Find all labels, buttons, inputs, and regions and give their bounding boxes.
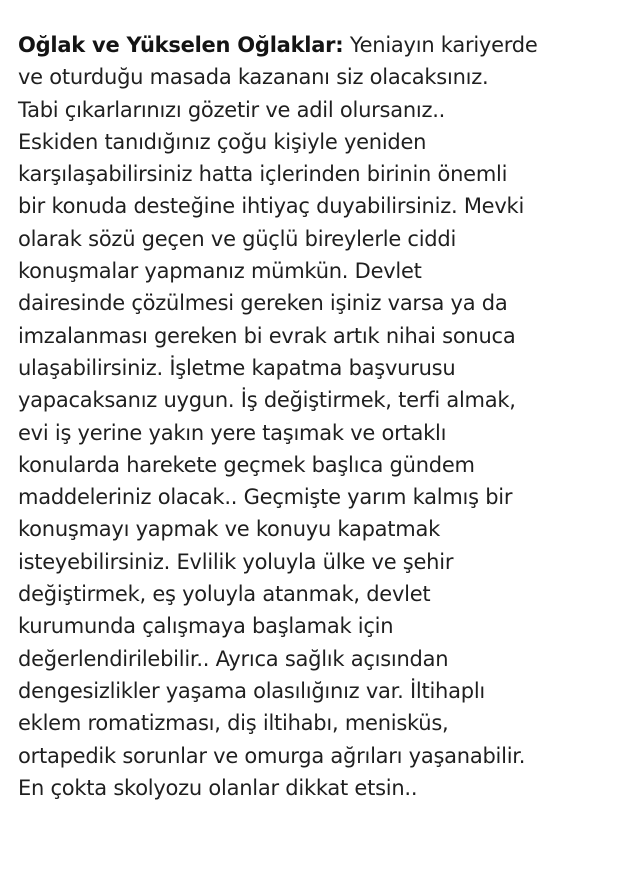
text-line: değiştirmek, eş yoluyla atanmak, devlet xyxy=(18,582,431,607)
text-line: konularda harekete geçmek başlıca gündem xyxy=(18,452,475,477)
text-line: ulaşabilirsiniz. İşletme kapatma başvurusu xyxy=(18,355,456,380)
text-line: konuşmayı yapmak ve konuyu kapatmak xyxy=(18,517,441,542)
text-line: dengesizlikler yaşama olasılığınız var. İltihaplı xyxy=(18,678,485,703)
text-line: ortapedik sorunlar ve omurga ağrıları yaşanabilir. xyxy=(18,743,526,768)
text-line-1-rest: Yeniayın kariyerde xyxy=(343,33,538,57)
text-line: eklem romatizması, diş iltihabı, menisküs, xyxy=(18,711,449,736)
text-line: isteyebilirsiniz. Evlilik yoluyla ülke ve şehir xyxy=(18,549,454,574)
text-line: imzalanması gereken bi evrak artık nihai sonuca xyxy=(18,323,516,348)
text-line: değerlendirilebilir.. Ayrıca sağlık açısından xyxy=(18,646,449,671)
text-line: yapacaksanız uygun. İş değiştirmek, terfi almak, xyxy=(18,388,516,413)
text-line: Tabi çıkarlarınızı gözetir ve adil olursanız.. xyxy=(18,97,446,122)
text-line: Eskiden tanıdığınız çoğu kişiyle yeniden xyxy=(18,129,427,154)
text-line: kurumunda çalışmaya başlamak için xyxy=(18,614,394,639)
text-line: En çokta skolyozu olanlar dikkat etsin.. xyxy=(18,775,418,800)
text-line: olarak sözü geçen ve güçlü bireylerle ciddi xyxy=(18,226,457,251)
text-line: evi iş yerine yakın yere taşımak ve ortaklı xyxy=(18,420,447,445)
post-heading: Oğlak ve Yükselen Oğlaklar: xyxy=(18,33,344,57)
text-line: ve oturduğu masada kazananı siz olacaksınız. xyxy=(18,65,489,90)
text-line: karşılaşabilirsiniz hatta içlerinden birinin önemli xyxy=(18,162,508,187)
text-line: maddeleriniz olacak.. Geçmişte yarım kalmış bir xyxy=(18,485,513,510)
text-line: bir konuda desteğine ihtiyaç duyabilirsiniz. Mevki xyxy=(18,194,525,219)
post-text xyxy=(18,29,618,804)
text-line: dairesinde çözülmesi gereken işiniz varsa ya da xyxy=(18,291,508,316)
text-line-1 xyxy=(18,29,618,61)
text-line: konuşmalar yapmanız mümkün. Devlet xyxy=(18,259,422,284)
